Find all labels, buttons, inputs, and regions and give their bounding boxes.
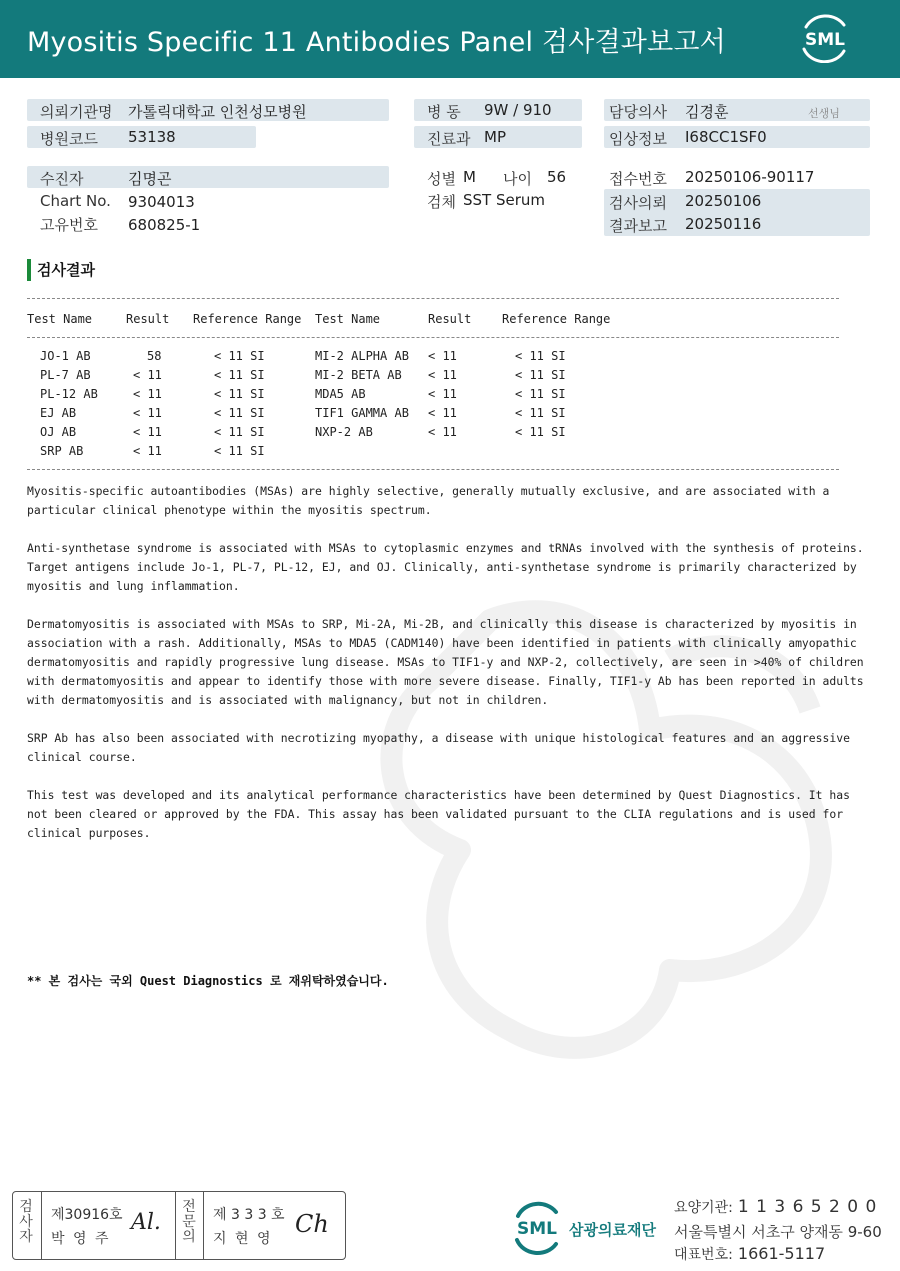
result-name: MDA5 AB bbox=[315, 387, 366, 401]
header-test-name-2: Test Name bbox=[315, 312, 381, 326]
doctor-label: 담당의사 bbox=[609, 103, 667, 121]
result-value: < 11 bbox=[428, 349, 457, 363]
header-result-1: Result bbox=[126, 312, 170, 326]
result-ref: < 11 SI bbox=[515, 387, 566, 401]
examiner-name: 박 영 주 bbox=[51, 1231, 111, 1247]
care-code-value: 1 1 3 6 5 2 0 0 bbox=[737, 1197, 878, 1217]
result-name: JO-1 AB bbox=[40, 349, 91, 363]
result-value: < 11 bbox=[133, 387, 162, 401]
comment-paragraph: Myositis-specific autoantibodies (MSAs) are highly selective, generally mutually exclusive, and are associated with a particular clinical phenotype within the myositis spectrum. bbox=[27, 484, 830, 517]
doctor-suffix: 선생님 bbox=[808, 107, 840, 120]
result-value: < 11 bbox=[133, 444, 162, 458]
signature-divider bbox=[203, 1192, 204, 1259]
examiner-number: 제30916호 bbox=[51, 1207, 123, 1223]
department-value: MP bbox=[484, 128, 506, 146]
hospital-code-value: 53138 bbox=[128, 128, 176, 146]
result-ref: < 11 SI bbox=[214, 349, 265, 363]
result-value: < 11 bbox=[133, 368, 162, 382]
svg-text:SML: SML bbox=[517, 1219, 557, 1239]
result-value: < 11 bbox=[428, 368, 457, 382]
result-ref: < 11 SI bbox=[214, 368, 265, 382]
result-ref: < 11 SI bbox=[515, 349, 566, 363]
receipt-value: 20250106-90117 bbox=[685, 168, 815, 186]
result-name: TIF1 GAMMA AB bbox=[315, 406, 409, 420]
phone-line bbox=[674, 1244, 825, 1264]
result-ref: < 11 SI bbox=[214, 425, 265, 439]
result-name: MI-2 BETA AB bbox=[315, 368, 402, 382]
specimen-value: SST Serum bbox=[463, 191, 546, 209]
comment-paragraph: SRP Ab has also been associated with necrotizing myopathy, a disease with unique histological features and an aggressive clinical course. bbox=[27, 731, 850, 764]
result-name: PL-12 AB bbox=[40, 387, 98, 401]
result-value: < 11 bbox=[133, 425, 162, 439]
id-value: 680825-1 bbox=[128, 216, 201, 234]
divider-bottom bbox=[27, 469, 839, 470]
id-label: 고유번호 bbox=[40, 216, 98, 234]
chart-value: 9304013 bbox=[128, 193, 195, 211]
result-name: EJ AB bbox=[40, 406, 77, 420]
examiner-signature: Al. bbox=[131, 1210, 161, 1235]
result-name: OJ AB bbox=[40, 425, 77, 439]
result-value: < 11 bbox=[428, 425, 457, 439]
header-result-2: Result bbox=[428, 312, 472, 326]
address: 서울특별시 서초구 양재동 9-60 bbox=[674, 1223, 882, 1241]
result-ref: < 11 SI bbox=[214, 406, 265, 420]
result-name: PL-7 AB bbox=[40, 368, 91, 382]
report-date-value: 20250116 bbox=[685, 215, 762, 233]
report-date-label: 결과보고 bbox=[609, 217, 667, 235]
specialist-number: 제 3 3 3 호 bbox=[213, 1207, 285, 1223]
clinical-label: 임상정보 bbox=[609, 130, 667, 148]
sml-logo-icon bbox=[798, 13, 852, 63]
comment-paragraph: Anti-synthetase syndrome is associated with MSAs to cytoplasmic enzymes and tRNAs involved with the synthesis of proteins. Target antigens include Jo-1, PL-7, PL-12, EJ, and OJ. Clinically, anti-synthetase syndrome is primarily characterized by myositis and lung inflammation. bbox=[27, 541, 864, 593]
comment-paragraph: This test was developed and its analytical performance characteristics have been determined by Quest Diagnostics. It has not been cleared or approved by the FDA. This assay has been validated pursuant to the CLIA regulations and is used for clinical purposes. bbox=[27, 788, 850, 840]
foundation-name: 삼광의료재단 bbox=[569, 1221, 656, 1239]
receipt-label: 접수번호 bbox=[609, 170, 667, 188]
signature-divider bbox=[41, 1192, 42, 1259]
result-ref: < 11 SI bbox=[515, 368, 566, 382]
care-code-label: 요양기관: bbox=[674, 1200, 733, 1216]
ward-value: 9W / 910 bbox=[484, 101, 552, 119]
results-section-title: 검사결과 bbox=[27, 259, 95, 281]
result-ref: < 11 SI bbox=[214, 444, 265, 458]
report-title: Myositis Specific 11 Antibodies Panel 검사결과보고서 bbox=[27, 27, 726, 58]
result-value: < 11 bbox=[133, 406, 162, 420]
result-name: MI-2 ALPHA AB bbox=[315, 349, 409, 363]
svg-text:SML: SML bbox=[805, 30, 845, 50]
specialist-label: 전문의 bbox=[182, 1199, 196, 1245]
header-reference-2: Reference Range bbox=[502, 312, 611, 326]
hospital-value: 가톨릭대학교 인천성모병원 bbox=[128, 103, 307, 121]
result-name: SRP AB bbox=[40, 444, 84, 458]
patient-value: 김명곤 bbox=[128, 170, 172, 188]
header-test-name-1: Test Name bbox=[27, 312, 93, 326]
specialist-signature: Ch bbox=[295, 1210, 329, 1238]
signature-box bbox=[12, 1191, 346, 1260]
specimen-label: 검체 bbox=[427, 193, 456, 211]
request-label: 검사의뢰 bbox=[609, 194, 667, 212]
comment-paragraph: Dermatomyositis is associated with MSAs to SRP, Mi-2A, Mi-2B, and clinically this disease is characterized by myositis in association with a rash. Additionally, MSAs to MDA5 (CADM140) have been identified in patients with clinically amyopathic dermatomyositis and rapidly progressive lung disease. MSAs to TIF1-y and NXP-2, collectively, are seen in >40% of children with dermatomyositis and appear to identify those with more severe disease. Finally, TIF1-y Ab has been reported in adults with dermatomyositis and is associated with malignancy, but not in children. bbox=[27, 617, 864, 707]
result-name: NXP-2 AB bbox=[315, 425, 373, 439]
phone-label: 대표번호: bbox=[674, 1247, 733, 1263]
chart-label: Chart No. bbox=[40, 192, 111, 210]
doctor-value: 김경훈 bbox=[685, 103, 729, 121]
clinical-value: I68CC1SF0 bbox=[685, 128, 767, 146]
result-ref: < 11 SI bbox=[515, 406, 566, 420]
header-reference-1: Reference Range bbox=[193, 312, 302, 326]
hospital-label: 의뢰기관명 bbox=[40, 103, 113, 121]
result-ref: < 11 SI bbox=[214, 387, 265, 401]
referral-note: ** 본 검사는 국외 Quest Diagnostics 로 재위탁하였습니다. bbox=[27, 974, 389, 988]
divider-top bbox=[27, 298, 839, 299]
care-code-line bbox=[674, 1197, 877, 1217]
examiner-label: 검사자 bbox=[19, 1199, 33, 1245]
age-label: 나이 bbox=[503, 170, 532, 188]
patient-label: 수진자 bbox=[40, 170, 84, 188]
ward-label: 병 동 bbox=[427, 103, 461, 121]
hospital-code-label: 병원코드 bbox=[40, 130, 98, 148]
age-value: 56 bbox=[547, 168, 567, 186]
request-value: 20250106 bbox=[685, 192, 762, 210]
result-value: < 11 bbox=[428, 406, 457, 420]
specialist-name: 지 현 영 bbox=[213, 1231, 273, 1247]
report-header bbox=[0, 0, 900, 78]
signature-divider bbox=[175, 1192, 176, 1259]
department-label: 진료과 bbox=[427, 130, 471, 148]
sex-label: 성별 bbox=[427, 170, 456, 188]
sml-footer-logo-icon bbox=[512, 1198, 562, 1256]
result-value: 58 bbox=[147, 349, 162, 363]
result-value: < 11 bbox=[428, 387, 457, 401]
result-ref: < 11 SI bbox=[515, 425, 566, 439]
sex-value: M bbox=[463, 168, 476, 186]
divider-header bbox=[27, 337, 839, 338]
phone-value: 1661-5117 bbox=[737, 1244, 826, 1263]
